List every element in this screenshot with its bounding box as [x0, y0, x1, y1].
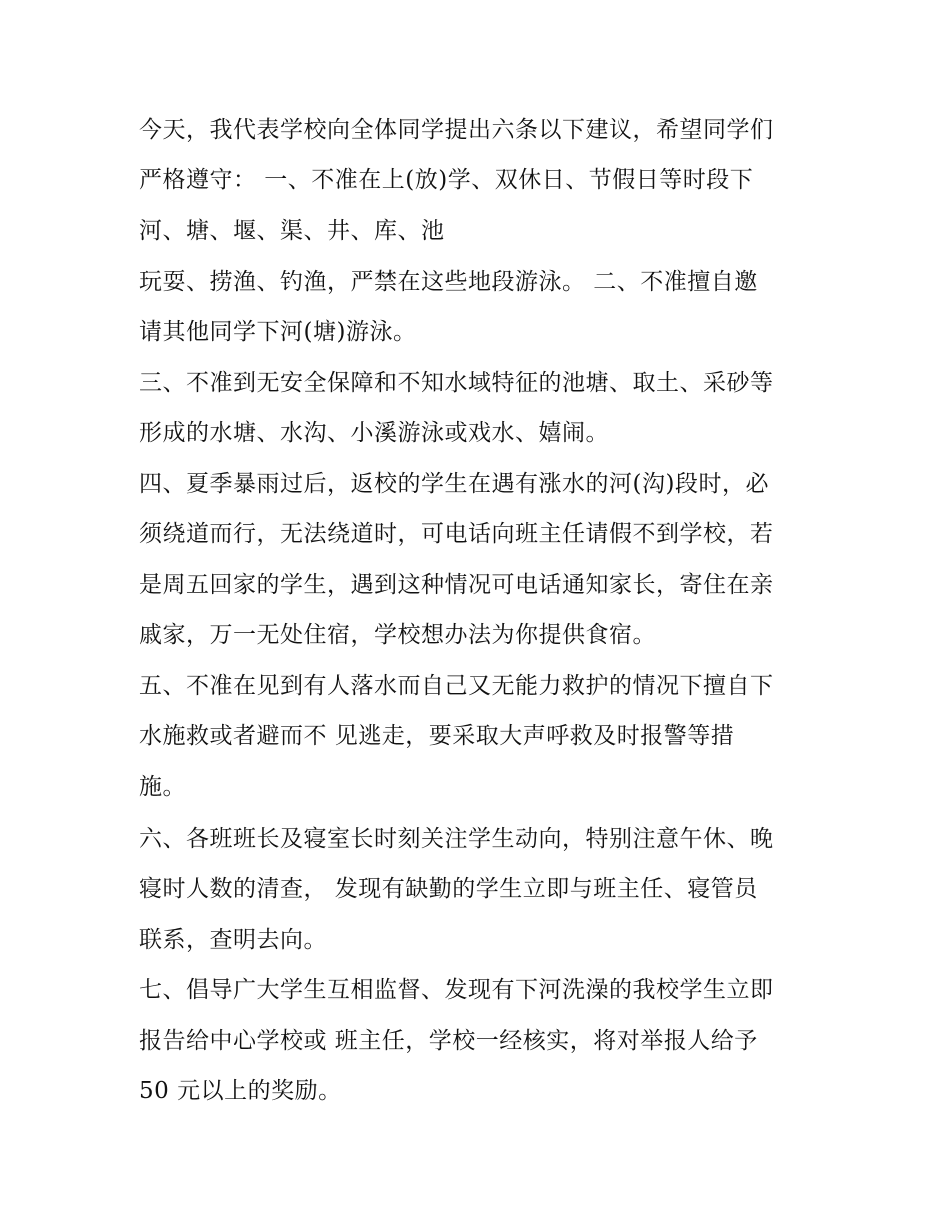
text-line: 是周五回家的学生，遇到这种情况可电话通知家长，寄住在亲: [139, 572, 774, 598]
text-line: 50 元以上的奖励。: [139, 1078, 342, 1104]
text-line: 今天，我代表学校向全体同学提出六条以下建议，希望同学们: [139, 117, 774, 143]
text-line: 须绕道而行，无法绕道时，可电话向班主任请假不到学校，若: [139, 521, 774, 547]
text-line: 报告给中心学校或 班主任，学校一经核实，将对举报人给予: [139, 1028, 758, 1054]
text-line: 七、倡导广大学生互相监督、发现有下河洗澡的我校学生立即: [139, 977, 774, 1003]
text-line: 形成的水塘、水沟、小溪游泳或戏水、嬉闹。: [139, 420, 609, 446]
text-line: 联系，查明去向。: [139, 927, 327, 953]
text-line: 玩耍、捞渔、钓渔，严禁在这些地段游泳。 二、不准擅自邀: [139, 269, 758, 295]
text-line: 六、各班班长及寝室长时刻关注学生动向，特别注意午休、晚: [139, 826, 774, 852]
text-line: 四、夏季暴雨过后，返校的学生在遇有涨水的河(沟)段时，必: [139, 471, 769, 497]
text-line: 施。: [139, 774, 186, 800]
text-line: 严格遵守： 一、不准在上(放)学、双休日、节假日等时段下: [139, 167, 754, 193]
text-line: 水施救或者避而不 见逃走，要采取大声呼救及时报警等措: [139, 723, 735, 749]
text-line: 戚家，万一无处住宿，学校想办法为你提供食宿。: [139, 622, 656, 648]
text-line: 请其他同学下河(塘)游泳。: [139, 319, 417, 345]
text-line: 五、不准在见到有人落水而自己又无能力救护的情况下擅自下: [139, 673, 774, 699]
text-line: 寝时人数的清查， 发现有缺勤的学生立即与班主任、寝管员: [139, 876, 758, 902]
text-line: 河、塘、堰、渠、井、库、池: [139, 218, 445, 244]
text-line: 三、不准到无安全保障和不知水域特征的池塘、取土、采砂等: [139, 370, 774, 396]
